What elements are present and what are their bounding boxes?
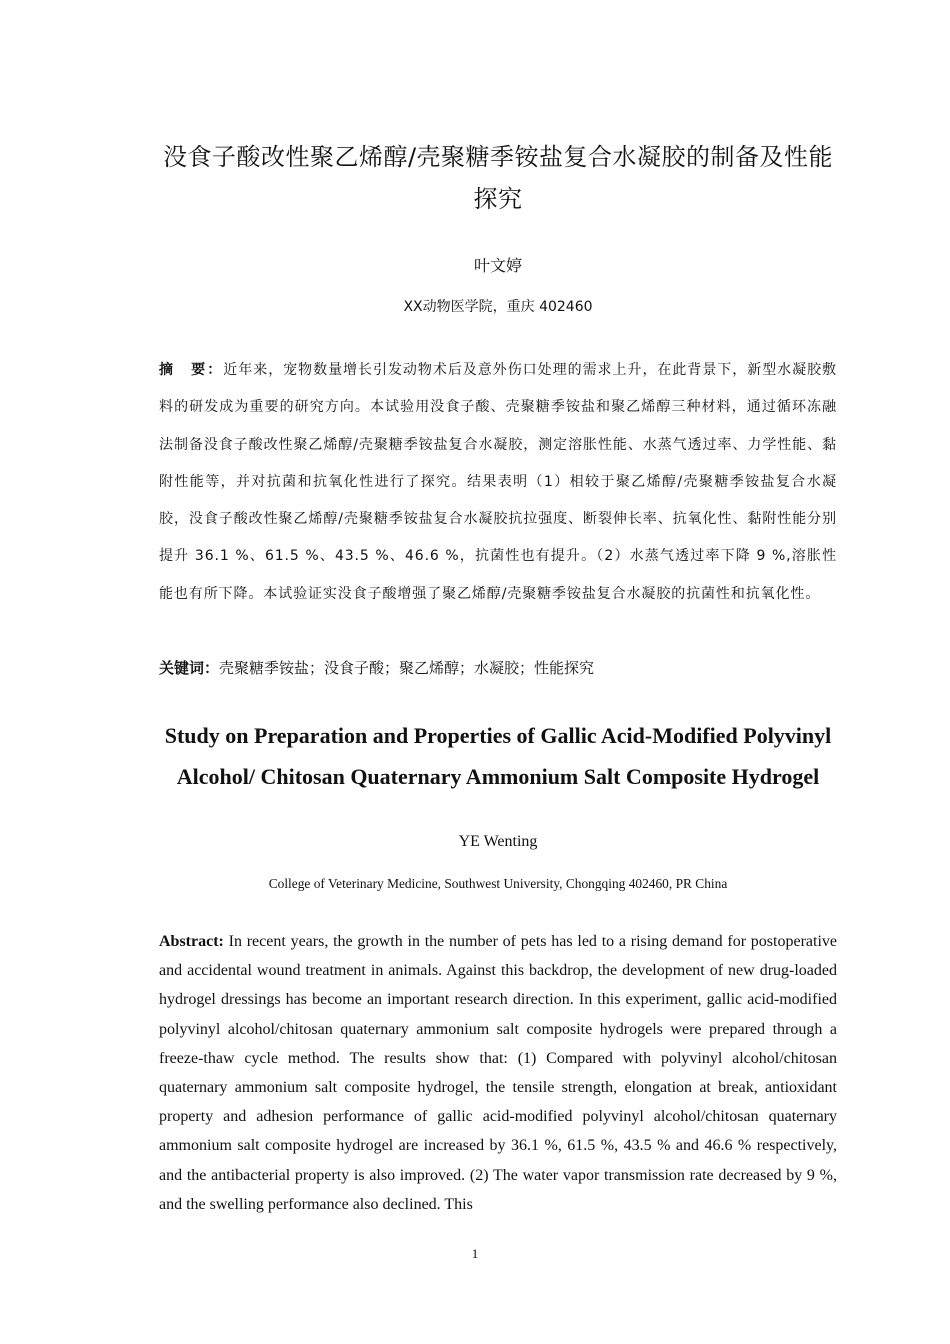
english-abstract — [159, 927, 837, 1219]
english-affiliation: College of Veterinary Medicine, Southwest University, Chongqing 402460, PR China — [268, 876, 728, 891]
chinese-keywords-text: 壳聚糖季铵盐；没食子酸；聚乙烯醇；水凝胶；性能探究 — [219, 659, 595, 677]
chinese-abstract-text: 近年来，宠物数量增长引发动物术后及意外伤口处理的需求上升，在此背景下，新型水凝胶敷料的研发成为重要的研究方向。本试验用没食子酸、壳聚糖季铵盐和聚乙烯醇三种材料，通过循环冻融法制备没食子酸改性聚乙烯醇/壳聚糖季铵盐复合水凝胶，测定溶胀性能、水蒸气透过率、力学性能、黏附性能等，并对抗菌和抗氧化性进行了探究。结果表明（1）相较于聚乙烯醇/壳聚糖季铵盐复合水凝胶，没食子酸改性聚乙烯醇/壳聚糖季铵盐复合水凝胶抗拉强度、断裂伸长率、抗氧化性、黏附性能分别提升 36.1 %、61.5 %、43.5 %、46.6 %，抗菌性也有提升。（2）水蒸气透过率下降 9 %,溶胀性能也有所下降。本试验证实没食子酸增强了聚乙烯醇/壳聚糖季铵盐复合水凝胶的抗菌性和抗氧化性。 — [159, 362, 837, 602]
chinese-abstract — [159, 352, 837, 613]
page-number: 1 — [471, 1246, 479, 1261]
chinese-abstract-label: 摘 要： — [159, 362, 224, 378]
chinese-keywords-label: 关键词： — [159, 659, 220, 677]
english-title: Study on Preparation and Properties of Gallic Acid-Modified Polyvinyl Alcohol/ Chitosan Quaternary Ammonium Salt Composite Hydrogel — [164, 723, 832, 789]
chinese-title: 没食子酸改性聚乙烯醇/壳聚糖季铵盐复合水凝胶的制备及性能探究 — [162, 143, 834, 213]
english-author: YE Wenting — [458, 833, 538, 850]
english-abstract-label: Abstract: — [159, 933, 224, 950]
chinese-affiliation: XX动物医学院，重庆 402460 — [403, 299, 593, 315]
chinese-author: 叶文婷 — [473, 256, 522, 275]
english-abstract-text: In recent years, the growth in the number of pets has led to a rising demand for postoperative and accidental wound treatment in animals. Against this backdrop, the development of new drug-loaded hydrogel dressings has become an important research direction. In this experiment, gallic acid-modified polyvinyl alcohol/chitosan quaternary ammonium salt composite hydrogels were prepared through a freeze-thaw cycle method. The results show that: (1) Compared with polyvinyl alcohol/chitosan quaternary ammonium salt composite hydrogel, the tensile strength, elongation at break, antioxidant property and adhesion performance of gallic acid-modified polyvinyl alcohol/chitosan quaternary ammonium salt composite hydrogel are increased by 36.1 %, 61.5 %, 43.5 % and 46.6 % respectively, and the antibacterial property is also improved. (2) The water vapor transmission rate decreased by 9 %, and the swelling performance also declined. This — [159, 933, 837, 1213]
chinese-keywords — [159, 656, 837, 680]
